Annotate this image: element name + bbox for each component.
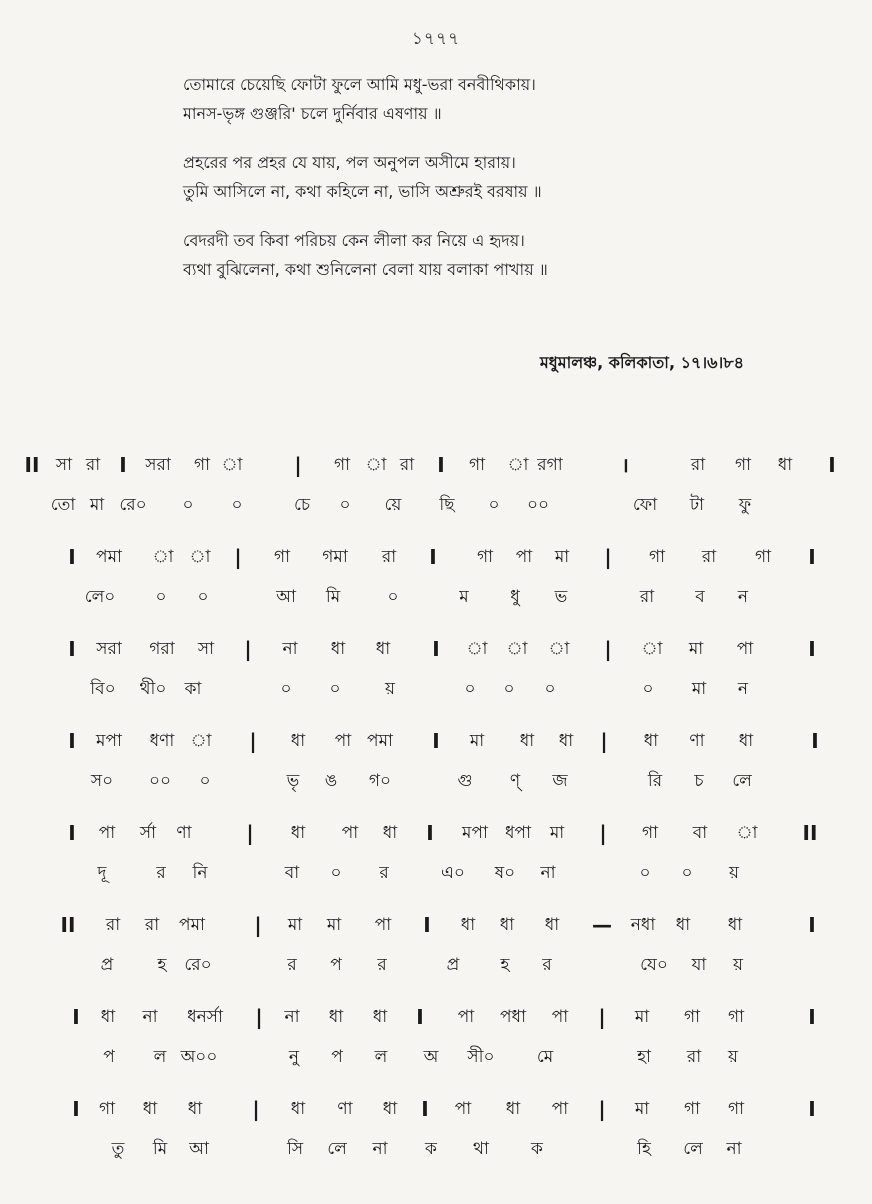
lyric-line: প্রহরের পর প্রহর যে যায়, পল অনুপল অসীমে হারায়। [183, 153, 516, 172]
lyric-syllable: বা [284, 863, 300, 883]
bar-line: । [621, 453, 629, 477]
lyric-line: ব্যথা বুঝিলেনা, কথা শুনিলেনা বেলা যায় বলাকা পাখায় ॥ [183, 260, 548, 279]
lyric-syllable: ক [531, 1139, 543, 1159]
swara-row [0, 905, 872, 945]
swara-note: না [142, 1007, 158, 1027]
swara-note: মা [287, 915, 303, 935]
lyric-syllable: সি [286, 1139, 304, 1159]
stanza [183, 148, 723, 206]
lyric-syllable: সী০ [467, 1047, 495, 1067]
swara-note: মা [326, 915, 342, 935]
swara-note: পা [341, 823, 359, 843]
lyric-syllable: ল [374, 1047, 388, 1067]
lyric-line: মানস-ভৃঙ্গ গুঞ্জরি' চলে দুর্নিবার এষণায় ॥ [183, 104, 442, 123]
lyric-syllable: ষ০ [494, 863, 516, 883]
lyric-syllable: আ [276, 587, 296, 607]
lyric-syllable: দূ [97, 863, 107, 883]
swara-note: া [221, 455, 243, 475]
bar-line: I [119, 453, 127, 477]
swara-note: ণা [176, 823, 192, 843]
lyric-syllable: নি [192, 863, 208, 883]
lyric-syllable: ০ [155, 587, 167, 607]
lyric-syllable: তু [111, 1139, 125, 1159]
swara-note: মা [549, 823, 565, 843]
bar-line: | [244, 637, 252, 661]
lyric-syllable-row [0, 577, 872, 617]
lyric-syllable: র [542, 955, 552, 975]
swara-note: গা [734, 455, 752, 475]
swara-note: সরা [96, 639, 122, 659]
bar-line: I [429, 545, 437, 569]
lyric-syllable: লে [732, 771, 752, 791]
swara-note: মা [688, 639, 704, 659]
lyric-syllable: য়ে [384, 495, 402, 515]
lyric-line: বেদরদী তব কিবা পরিচয় কেন লীলা কর নিয়ে এ হৃদয়। [183, 231, 525, 250]
notation-block [0, 445, 872, 537]
swara-note: পা [334, 731, 352, 751]
bar-line: I [808, 1005, 816, 1029]
lyric-syllable: মি [325, 587, 341, 607]
lyric-syllable-row [0, 853, 872, 893]
swara-note: পা [551, 1007, 569, 1027]
swara-note: রা [381, 547, 397, 567]
swara-note: ধপা [505, 823, 531, 843]
bar-line: | [246, 821, 254, 845]
swara-note: গা [683, 1007, 701, 1027]
swara-note: পা [374, 915, 392, 935]
bar-line: — [592, 913, 612, 937]
swara-note: ধা [330, 639, 346, 659]
bar-line: I [421, 1097, 429, 1121]
lyric-syllable: য় [727, 1047, 739, 1067]
lyric-syllable-row [0, 761, 872, 801]
lyric-syllable: রা [686, 1047, 702, 1067]
notation-block [0, 721, 872, 813]
swara-note: গা [273, 547, 291, 567]
swara-note: গমা [322, 547, 348, 567]
swara-note: পমা [367, 731, 393, 751]
swara-note: া [466, 639, 488, 659]
swara-note: া [365, 455, 387, 475]
swara-note: পধা [500, 1007, 526, 1027]
stanza [183, 226, 723, 284]
lyric-syllable: ০ [199, 771, 211, 791]
lyric-syllable: ক [425, 1139, 437, 1159]
swara-note: ধা [372, 1007, 388, 1027]
swara-row [0, 537, 872, 577]
lyric-syllable: লে [683, 1139, 703, 1159]
lyric-syllable: টা [689, 495, 705, 515]
swara-row [0, 1089, 872, 1129]
swara-note: া [641, 639, 663, 659]
bar-line: | [249, 729, 257, 753]
swara-note: ধা [382, 823, 398, 843]
lyric-syllable: চে [293, 495, 311, 515]
lyric-syllable-row [0, 1129, 872, 1169]
lyric-syllable-row [0, 485, 872, 525]
swara-note: গা [333, 455, 351, 475]
lyric-syllable: রে০ [184, 955, 212, 975]
bar-line: | [252, 1097, 260, 1121]
lyric-syllable: র [377, 955, 387, 975]
lyric-syllable: রি [647, 771, 663, 791]
bar-line: | [604, 637, 612, 661]
swara-note: মপা [96, 731, 122, 751]
swara-note: ধা [290, 731, 306, 751]
lyric-syllable: ম [459, 587, 469, 607]
lyric-syllable: ০ [339, 495, 351, 515]
lyric-syllable: রা [639, 587, 655, 607]
lyric-syllable: র [156, 863, 166, 883]
bar-line: | [254, 913, 262, 937]
swara-note: ধা [460, 915, 476, 935]
swara-note: গা [648, 547, 666, 567]
swara-note: সা [55, 455, 73, 475]
swara-note: ধা [738, 731, 754, 751]
lyric-syllable: লে [327, 1139, 347, 1159]
notation-block [0, 537, 872, 629]
lyric-syllable: প [330, 955, 342, 975]
swara-note: গা [727, 1099, 745, 1119]
bar-line: I [426, 821, 434, 845]
lyric-syllable: চ [694, 771, 704, 791]
lyric-syllable: ০ [329, 679, 341, 699]
swara-note: পা [736, 639, 754, 659]
lyric-syllable: ধু [510, 587, 520, 607]
lyric-syllable: ব [695, 587, 705, 607]
lyric-syllable: ঙ [324, 771, 338, 791]
swara-note: ধা [499, 915, 515, 935]
bar-line: | [598, 1097, 606, 1121]
swara-note: ধা [675, 915, 691, 935]
bar-line: | [255, 1005, 263, 1029]
lyric-syllable: ০ [464, 679, 476, 699]
lyric-syllable: অ [423, 1047, 439, 1067]
swara-note: পা [551, 1099, 569, 1119]
swara-note: রা [399, 455, 415, 475]
lyric-syllable: ফু [738, 495, 752, 515]
swara-note: া [152, 547, 174, 567]
swara-note: পা [98, 823, 116, 843]
lyric-line: তোমারে চেয়েছি ফোটা ফুলে আমি মধু-ভরা বনবীথিকায়। [183, 75, 536, 94]
swara-note: গা [641, 823, 659, 843]
lyric-syllable: ০ [503, 679, 515, 699]
bar-line: I [808, 637, 816, 661]
swara-note: ধা [100, 1007, 116, 1027]
swara-note: মা [554, 547, 570, 567]
lyric-syllable: থী০ [139, 679, 167, 699]
bar-line: I [423, 913, 431, 937]
bar-line: | [598, 1005, 606, 1029]
bar-line: I [432, 637, 440, 661]
lyric-syllable: ০ [488, 495, 500, 515]
lyric-syllable: ণ্ [509, 771, 521, 791]
swara-note: ধা [558, 731, 574, 751]
swara-note: গা [468, 455, 486, 475]
lyric-syllable: ভ [554, 587, 568, 607]
lyric-syllable: মে [536, 1047, 554, 1067]
swara-note: মা [634, 1099, 650, 1119]
lyric-syllable: লে০ [84, 587, 116, 607]
swara-row [0, 629, 872, 669]
lyric-syllable: মা [89, 495, 105, 515]
notation-block [0, 629, 872, 721]
lyric-syllable-row [0, 669, 872, 709]
swara-note: া [506, 639, 528, 659]
bar-line: | [234, 545, 242, 569]
lyric-syllable: ০ [639, 863, 651, 883]
lyric-syllable: ল [153, 1047, 167, 1067]
swara-note: ধনর্সা [187, 1007, 223, 1027]
lyric-line: তুমি আসিলে না, কথা কহিলে না, ভাসি অশ্রুরই বরষায় ॥ [183, 182, 542, 201]
swara-note: পমা [179, 915, 205, 935]
swara-row [0, 721, 872, 761]
bar-line: I [68, 545, 76, 569]
lyric-syllable: হ [500, 955, 510, 975]
bar-line: I [811, 729, 819, 753]
lyric-syllable: ০ [544, 679, 556, 699]
swara-note: র্সা [139, 823, 157, 843]
bar-line: I [808, 545, 816, 569]
bar-line: I [808, 1097, 816, 1121]
place-date-signature: মধুমালঞ্চ, কলিকাতা, ১৭।৬।৮৪ [539, 353, 744, 372]
swara-note: রা [144, 915, 160, 935]
lyric-syllable-row [0, 945, 872, 985]
swara-note: বা [692, 823, 708, 843]
bar-line: I [68, 637, 76, 661]
lyric-syllable: য় [732, 955, 744, 975]
swara-row [0, 445, 872, 485]
lyric-syllable: প [103, 1047, 115, 1067]
bar-line: II [24, 453, 40, 477]
notation-block [0, 1089, 872, 1181]
lyric-syllable: না [540, 863, 556, 883]
swara-note: ধা [142, 1099, 158, 1119]
lyric-syllable: কা [184, 679, 202, 699]
lyric-syllable: প [331, 1047, 343, 1067]
lyric-syllable: গ০ [368, 771, 392, 791]
notation-block [0, 813, 872, 905]
lyric-syllable: ০ [231, 495, 243, 515]
lyric-syllable: ০ [330, 863, 342, 883]
lyric-syllable: য় [728, 863, 740, 883]
lyric-syllable: প্র [100, 955, 114, 975]
lyric-syllable: আ [189, 1139, 209, 1159]
swara-note: ধা [328, 1007, 344, 1027]
lyric-syllable: ০ [182, 495, 194, 515]
bar-line: I [437, 453, 445, 477]
swara-note: রগা [537, 455, 563, 475]
swara-note: ধা [643, 731, 659, 751]
swara-note: গরা [149, 639, 175, 659]
swara-note: ধা [777, 455, 793, 475]
lyric-syllable: প্র [446, 955, 460, 975]
swara-note: পা [457, 1007, 475, 1027]
bar-line: I [416, 1005, 424, 1029]
lyric-syllable: বি০ [90, 679, 116, 699]
swara-note: গা [98, 1099, 116, 1119]
lyric-syllable: ০ [197, 587, 209, 607]
swara-note: া [548, 639, 570, 659]
lyric-syllable: ফো [632, 495, 658, 515]
lyric-syllable: না [726, 1139, 742, 1159]
stanza [183, 70, 723, 128]
lyric-syllable: থা [473, 1139, 489, 1159]
swara-note: না [282, 639, 298, 659]
lyric-syllable: ০ [681, 863, 693, 883]
swara-note: ধা [290, 823, 306, 843]
swara-note: মপা [462, 823, 488, 843]
lyric-syllable: য় [384, 679, 396, 699]
notation-block [0, 905, 872, 997]
notation-staff [0, 445, 872, 1181]
swara-note: ণা [337, 1099, 353, 1119]
lyric-syllable: না [372, 1139, 388, 1159]
lyric-syllable: ন [737, 587, 749, 607]
swara-note: ধা [382, 1099, 398, 1119]
lyric-syllable: ০ [280, 679, 292, 699]
swara-note: গা [193, 455, 211, 475]
bar-line: I [72, 1005, 80, 1029]
bar-line: I [432, 729, 440, 753]
lyric-syllable: যা [691, 955, 707, 975]
lyric-syllable: র [379, 863, 389, 883]
swara-note: া [190, 731, 212, 751]
swara-note: ধা [544, 915, 560, 935]
lyric-syllable: মি [152, 1139, 168, 1159]
swara-note: নধা [630, 915, 656, 935]
page-number: ১৭৭৭ [411, 29, 461, 49]
swara-note: মা [634, 1007, 650, 1027]
bar-line: | [600, 729, 608, 753]
bar-line: | [599, 821, 607, 845]
lyric-syllable: ০ [387, 587, 399, 607]
lyric-syllable: অ০০ [180, 1047, 218, 1067]
lyric-syllable: গু [457, 771, 473, 791]
swara-note: পা [454, 1099, 472, 1119]
swara-note: রা [105, 915, 121, 935]
swara-note: া [189, 547, 211, 567]
lyric-syllable: এ০ [441, 863, 465, 883]
swara-note: ধা [505, 1099, 521, 1119]
lyric-syllable: স০ [90, 771, 114, 791]
lyric-syllable: র [287, 955, 297, 975]
swara-note: পা [515, 547, 533, 567]
swara-note: ধা [727, 915, 743, 935]
swara-note: ধা [375, 639, 391, 659]
swara-note: গা [476, 547, 494, 567]
swara-row [0, 997, 872, 1037]
swara-row [0, 813, 872, 853]
bar-line: II [802, 821, 818, 845]
swara-note: গা [754, 547, 772, 567]
swara-note: ধা [187, 1099, 203, 1119]
bar-line: I [808, 913, 816, 937]
swara-note: সরা [145, 455, 171, 475]
bar-line: II [60, 913, 76, 937]
swara-note: া [736, 823, 758, 843]
lyric-syllable: ভৃ [286, 771, 300, 791]
swara-note: মা [469, 731, 485, 751]
lyric-syllable: নু [288, 1047, 300, 1067]
swara-note: রা [701, 547, 717, 567]
lyric-syllable-row [0, 1037, 872, 1077]
lyric-syllable: ০০ [526, 495, 550, 515]
swara-note: ধণা [149, 731, 175, 751]
swara-note: রা [85, 455, 101, 475]
swara-note: গা [727, 1007, 745, 1027]
lyric-syllable: যে০ [640, 955, 668, 975]
swara-note: ধা [519, 731, 535, 751]
lyric-syllable: রে০ [119, 495, 147, 515]
song-lyrics [183, 70, 723, 304]
swara-note: সা [197, 639, 215, 659]
lyric-syllable: তো [50, 495, 76, 515]
bar-line: I [72, 1097, 80, 1121]
lyric-syllable: ছি [439, 495, 455, 515]
swara-note: গা [683, 1099, 701, 1119]
bar-line: I [68, 729, 76, 753]
bar-line: | [294, 453, 302, 477]
lyric-syllable: মা [691, 679, 707, 699]
bar-line: | [604, 545, 612, 569]
swara-note: া [507, 455, 529, 475]
lyric-syllable: ০ [642, 679, 654, 699]
lyric-syllable: জ [552, 771, 568, 791]
swara-note: না [284, 1007, 300, 1027]
lyric-syllable: ০০ [148, 771, 172, 791]
swara-note: ণা [689, 731, 705, 751]
notation-block [0, 997, 872, 1089]
bar-line: I [828, 453, 836, 477]
bar-line: I [68, 821, 76, 845]
swara-note: রা [690, 455, 706, 475]
swara-note: পমা [96, 547, 122, 567]
lyric-syllable: হি [637, 1139, 651, 1159]
lyric-syllable: হা [637, 1047, 651, 1067]
lyric-syllable: হ [157, 955, 167, 975]
lyric-syllable: ন [737, 679, 749, 699]
swara-note: ধা [290, 1099, 306, 1119]
